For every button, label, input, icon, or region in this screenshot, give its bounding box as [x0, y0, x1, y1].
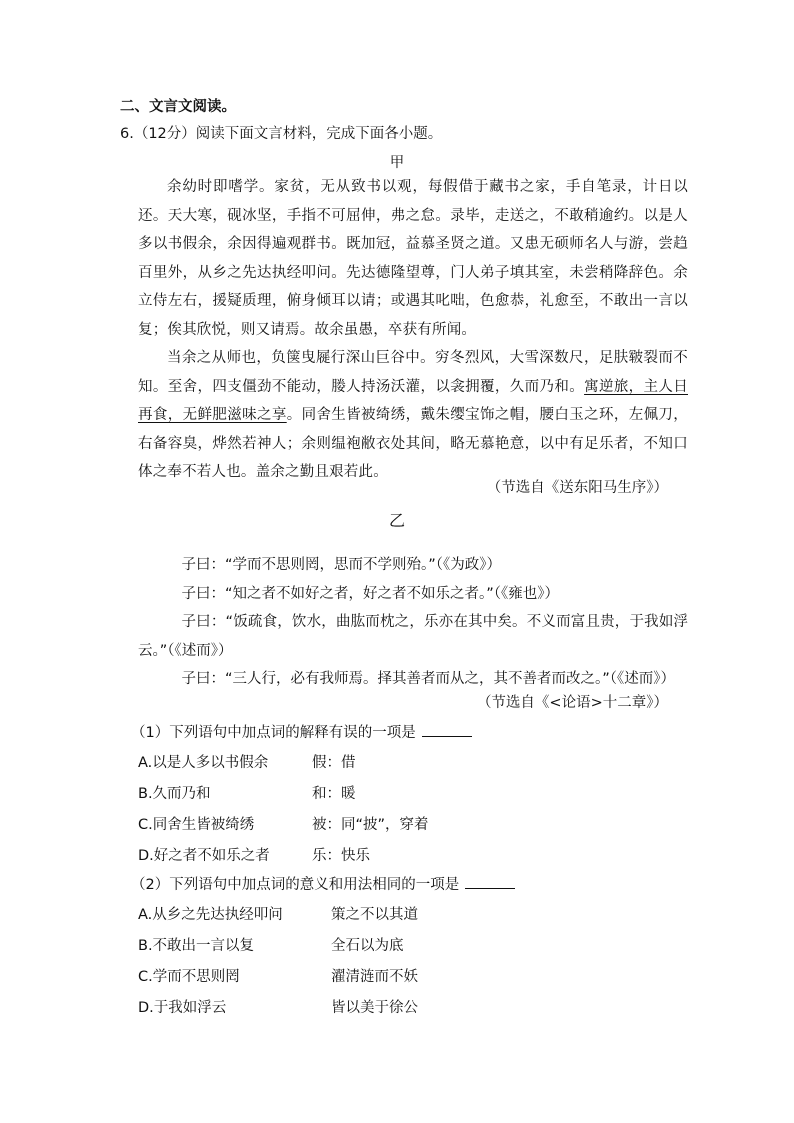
passage-b-source: （节选自《<论语>十二章》）: [476, 695, 668, 711]
underlined-sentence: 寓逆旅，主人日再食，无鲜肥滋味之享: [138, 378, 688, 423]
sub1-prompt-text: （1）下列语句中加点词的解释有误的一项是: [131, 725, 416, 741]
sub2-option-b: B.不敢出一言以复: [138, 938, 255, 954]
sub1-option-b: B.久而乃和: [138, 786, 211, 802]
sub2-option-d: D.于我如浮云: [138, 1000, 227, 1016]
sub2-option-c: C.学而不思则罔: [138, 969, 240, 985]
quote-3: 子曰：“饭疏食，饮水，曲肱而枕之，乐亦在其中矣。不义而富且贵，于我如浮云。”（《述而》）: [138, 614, 688, 659]
passage-a: [138, 173, 688, 487]
para2-after: 。同舍生皆被绮绣，戴朱缨宝饰之帽，腰白玉之环，左佩刀，右备容臭，烨然若神人；余则缊袍敝衣处其间，略无慕艳意，以中有足乐者，不知口体之奉不若人也。盖余之勤且艰若此。: [138, 407, 689, 480]
quote-4: 子曰：“三人行，必有我师焉。择其善者而从之，其不善者而改之。”（《述而》）: [181, 671, 676, 687]
sub1-option-d: D.好之者不如乐之者: [138, 848, 270, 864]
sub2-prompt: [131, 873, 515, 894]
sub2-prompt-text: （2）下列语句中加点词的意义和用法相同的一项是: [131, 877, 460, 893]
sub2-option-b-compare: 全石以为底: [331, 938, 404, 954]
answer-blank-2[interactable]: [465, 874, 515, 889]
section-title: 二、文言文阅读。: [120, 99, 236, 115]
sub1-option-d-meaning: 乐：快乐: [312, 848, 370, 864]
passage-a-source: （节选自《送东阳马生序》）: [486, 480, 668, 496]
answer-blank-1[interactable]: [422, 722, 472, 737]
passage-a-paragraph-2: [138, 344, 688, 487]
sub2-option-c-compare: 濯清涟而不妖: [331, 969, 418, 985]
passage-a-title: 甲: [389, 155, 405, 171]
para2-before: 当余之从师也，负箧曳屣行深山巨谷中。穷冬烈风，大雪深数尺，足肤皲裂而不知。至舍，四支僵劲不能动，媵人持汤沃灌，以衾拥覆，久而乃和。: [138, 350, 688, 395]
sub1-option-b-meaning: 和：暖: [312, 786, 356, 802]
sub1-option-a: A.以是人多以书假余: [138, 755, 269, 771]
sub1-prompt: [131, 721, 472, 742]
passage-a-paragraph-1: 余幼时即嗜学。家贫，无从致书以观，每假借于藏书之家，手自笔录，计日以还。天大寒，砚冰坚，手指不可屈伸，弗之怠。录毕，走送之，不敢稍逾约。以是人多以书假余，余因得遍观群书。既加冠，益慕圣贤之道。又患无硕师名人与游，尝趋百里外，从乡之先达执经叩问。先达德隆望尊，门人弟子填其室，未尝稍降辞色。余立侍左右，援疑质理，俯身倾耳以请；或遇其叱咄，色愈恭，礼愈至，不敢出一言以复；俟其欣悦，则又请焉。故余虽愚，卒获有所闻。: [138, 179, 688, 338]
question-header: 6.（12分）阅读下面文言材料，完成下面各小题。: [120, 126, 443, 142]
sub2-option-a: A.从乡之先达执经叩问: [138, 907, 283, 923]
sub2-option-a-compare: 策之不以其道: [331, 907, 418, 923]
quote-2: 子曰：“知之者不如好之者，好之者不如乐之者。”（《雍也》）: [181, 585, 560, 602]
passage-b-quotes: [138, 551, 688, 694]
passage-b-title: 乙: [388, 511, 405, 530]
quote-1: 子曰：“学而不思则罔，思而不学则殆。”（《为政》）: [181, 557, 502, 573]
sub1-option-a-meaning: 假：借: [312, 755, 356, 771]
sub1-option-c: C.同舍生皆被绮绣: [138, 817, 255, 833]
sub2-option-d-compare: 皆以美于徐公: [331, 1000, 418, 1016]
sub1-option-c-meaning: 被：同“披”，穿着: [312, 817, 429, 833]
